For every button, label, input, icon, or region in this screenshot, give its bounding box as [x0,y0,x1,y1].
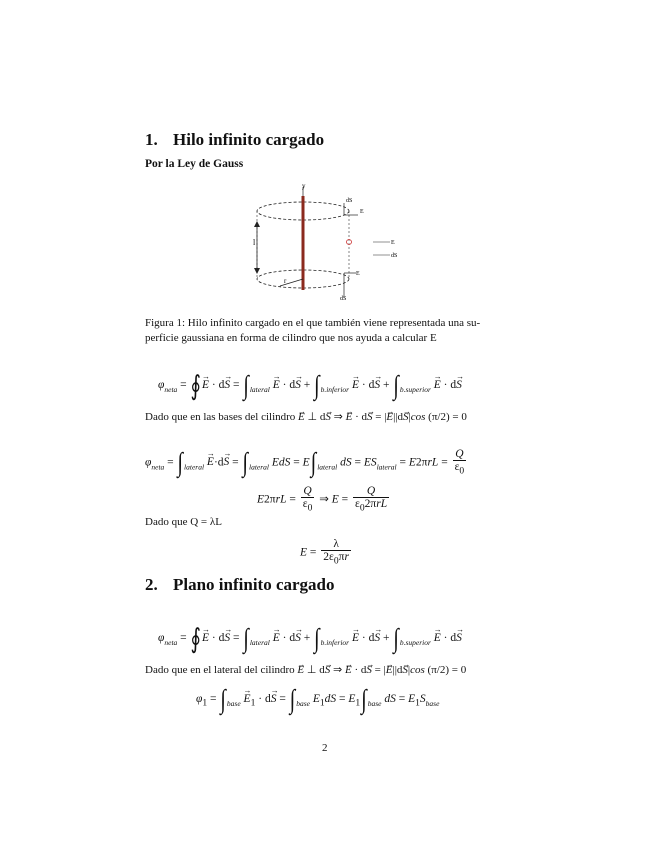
figure-caption [145,316,515,346]
section-heading-1 [145,130,324,150]
section-title: Hilo infinito cargado [173,130,325,149]
subheading: Por la Ley de Gauss [145,158,244,170]
figure-label-ds-side: dS [391,253,398,259]
text-lambda: Dado que Q = λL [145,516,222,528]
text-bases: Dado que en las bases del cilindro → E ⊥ d→ S ⇒ → E · d→ S = |→ E||d→ S|cos (π/2) = 0 [145,410,467,425]
equation-field-final: E = $\frac{\lambda}{2\varepsilon_0\pi r}$ [300,538,349,567]
figure-label-e-side: E [391,240,395,246]
equation-flux-1: $\varphi_{neta}$ = ∮→ $E \cdot d\to S = \int_{lateral} \to E \cdot d\to S + \int_{b.inferior} \to E \cdot d\to S + \int_{b.superior} \to E \cdot d\to S$ [158,373,462,398]
figure-label-r: r [284,277,287,285]
figure-label-l: l [253,238,256,247]
section-number: 2. [145,575,158,594]
equation-field-1: E2πrL = $\frac{Q}{\varepsilon_0}$ ⇒ E = $\frac{Q}{\varepsilon_02\pi rL}$ [257,485,388,514]
figure-label-ds-top: dS [346,198,353,204]
caption-line-1: Figura 1: Hilo infinito cargado en el que también viene representada una su- [145,317,481,329]
figure-label-e-bottom: E [356,271,360,277]
equation-flux-3: $\varphi_{neta}$ = ∮→ $E \cdot d\to S = \int_{lateral} \to E \cdot d\to S + \int_{b.inferior} \to E \cdot d\to S + \int_{b.superior} \to E \cdot d\to S$ [158,626,462,651]
figure-label-e-top: E [360,209,364,215]
figure-label-y: y [302,182,306,190]
text-lateral: Dado que en el lateral del cilindro → E ⊥ d→ S ⇒ → E · d→ S = |→ E||d→ S|cos (π/2) = 0 [145,663,466,678]
section-heading-2 [145,575,335,595]
caption-line-2: perficie gaussiana en forma de cilindro que nos ayuda a calcular E [145,332,437,344]
section-title: Plano infinito cargado [173,575,335,594]
page-number: 2 [322,742,328,754]
figure-label-ds-bottom: dS [340,296,347,302]
equation-flux-2: $\varphi_{neta} = \int_{lateral} \to E\cdot d\to S = \int_{lateral}$ EdS = $E\int_{lateral}$ dS = $ES_{lateral} = E2\pi rL$ = $\frac{Q}{\varepsilon_0}$ [145,448,468,477]
figure-charged-wire [240,180,405,305]
section-number: 1. [145,130,158,149]
equation-flux-base: $\varphi_1 = \int_{base} \to E_1 \cdot d\to S = \int_{base}$ $E_1dS = E_1\int_{base}$ dS = $E_1S_{base}$ [196,689,439,712]
